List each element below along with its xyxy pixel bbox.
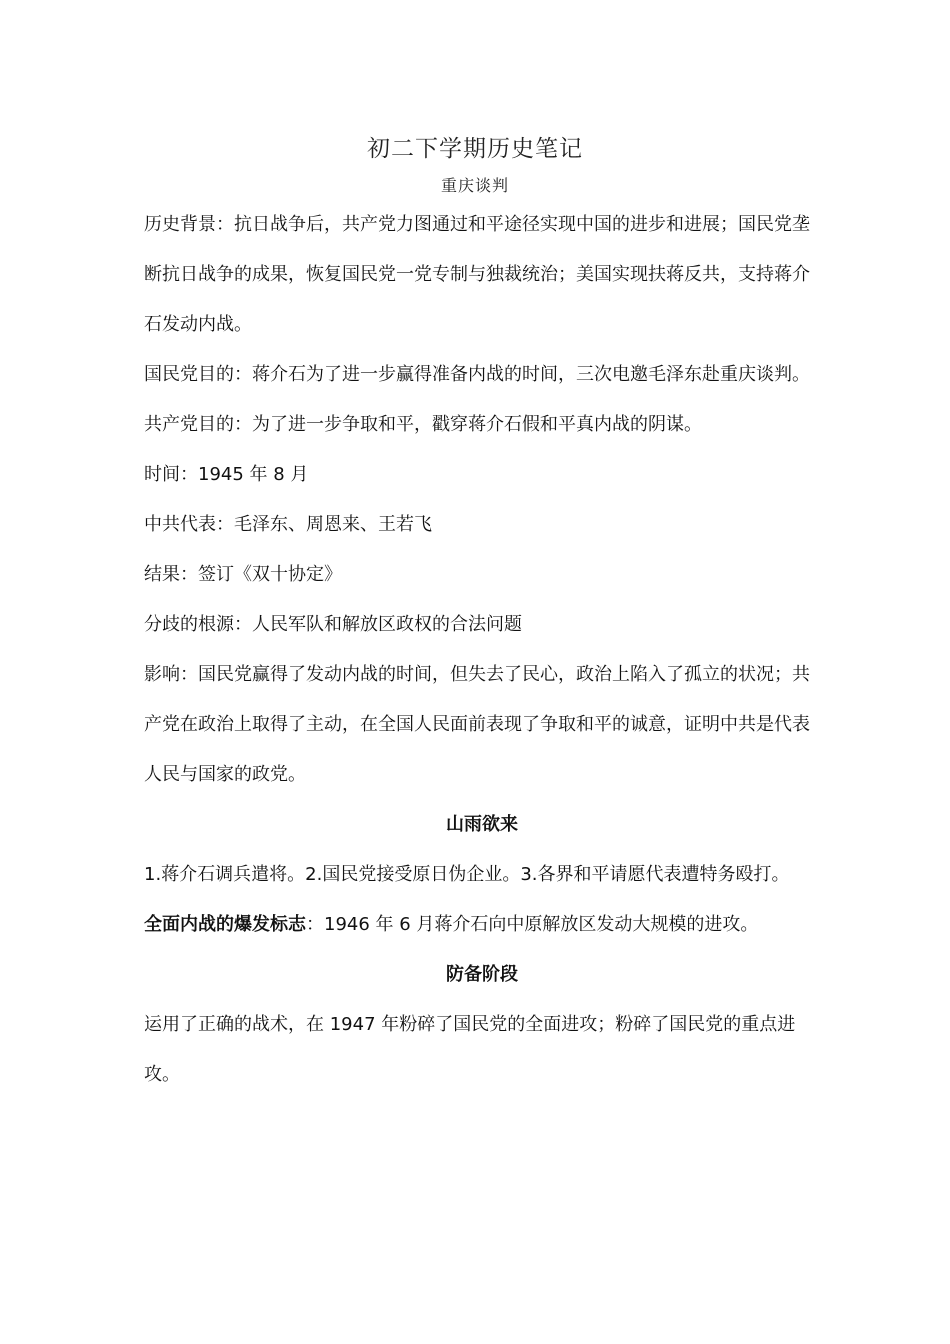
paragraph-cpc-purpose: 共产党目的：为了进一步争取和平，戳穿蒋介石假和平真内战的阴谋。 <box>144 414 702 435</box>
paragraph-outbreak <box>144 900 820 950</box>
paragraph-events: 1.蒋介石调兵遣将。2.国民党接受原日伪企业。3.各界和平请愿代表遭特务殴打。 <box>144 864 790 885</box>
paragraph-defense: 运用了正确的战术，在 1947 年粉碎了国民党的全面进攻；粉碎了国民党的重点进攻。 <box>144 1014 796 1085</box>
section-heading-gathering-storm: 山雨欲来 <box>446 814 518 835</box>
paragraph-kmt-purpose: 国民党目的：蒋介石为了进一步赢得准备内战的时间，三次电邀毛泽东赴重庆谈判。 <box>144 364 810 385</box>
paragraph-result: 结果：签订《双十协定》 <box>144 564 342 585</box>
outbreak-text: ：1946 年 6 月蒋介石向中原解放区发动大规模的进攻。 <box>306 914 759 935</box>
document-title: 初二下学期历史笔记 <box>367 136 583 162</box>
paragraph-representatives: 中共代表：毛泽东、周恩来、王若飞 <box>144 514 432 535</box>
section-heading-defense-stage: 防备阶段 <box>446 964 518 985</box>
paragraph-background: 历史背景：抗日战争后，共产党力图通过和平途径实现中国的进步和进展；国民党垄断抗日战争的成果，恢复国民党一党专制与独裁统治；美国实现扶蒋反共，支持蒋介石发动内战。 <box>144 214 810 335</box>
section-title-chongqing-negotiation: 重庆谈判 <box>440 176 509 195</box>
outbreak-label: 全面内战的爆发标志 <box>144 914 306 935</box>
document-body <box>144 200 820 1100</box>
paragraph-impact: 影响：国民党赢得了发动内战的时间，但失去了民心，政治上陷入了孤立的状况；共产党在政治上取得了主动，在全国人民面前表现了争取和平的诚意，证明中共是代表人民与国家的政党。 <box>144 664 810 785</box>
paragraph-time: 时间：1945 年 8 月 <box>144 464 309 485</box>
paragraph-disagreement: 分歧的根源：人民军队和解放区政权的合法问题 <box>144 614 522 635</box>
